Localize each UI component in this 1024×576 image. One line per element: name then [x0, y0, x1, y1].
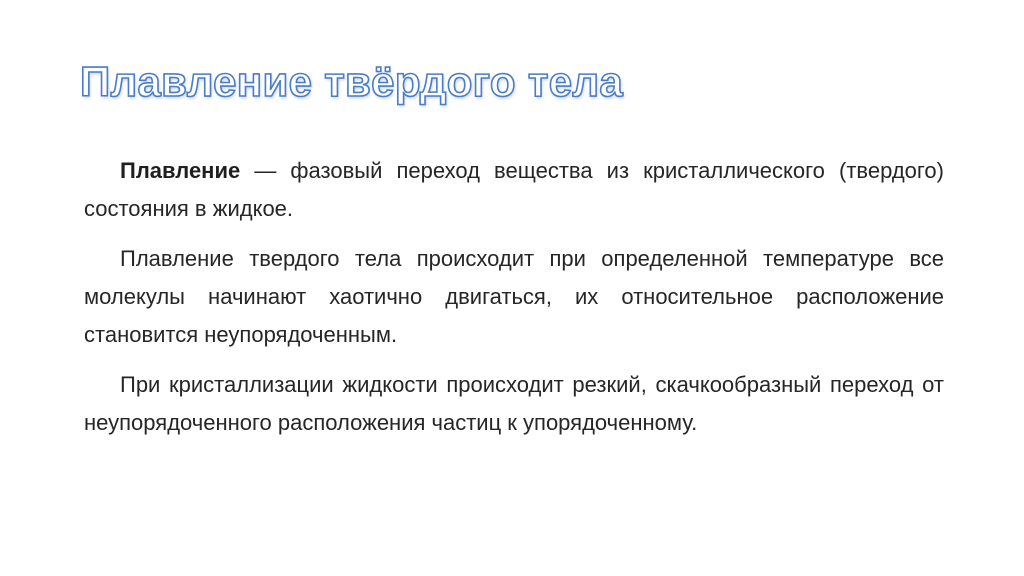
term-melting: Плавление: [120, 158, 241, 183]
definition-text: — фазовый переход вещества из кристаллического (твердого) состояния в жидкое.: [84, 158, 944, 221]
slide-body: [84, 152, 944, 454]
slide-title: Плавление твёрдого тела: [80, 58, 623, 105]
paragraph-melting-process: Плавление твердого тела происходит при определенной температуре все молекулы начинают хаотично двигаться, их относительное расположение становится неупорядоченным.: [84, 246, 944, 347]
paragraph-crystallization: При кристаллизации жидкости происходит резкий, скачкообразный переход от неупорядоченного расположения частиц к упорядоченному.: [84, 372, 944, 435]
paragraph-definition: [84, 152, 944, 228]
